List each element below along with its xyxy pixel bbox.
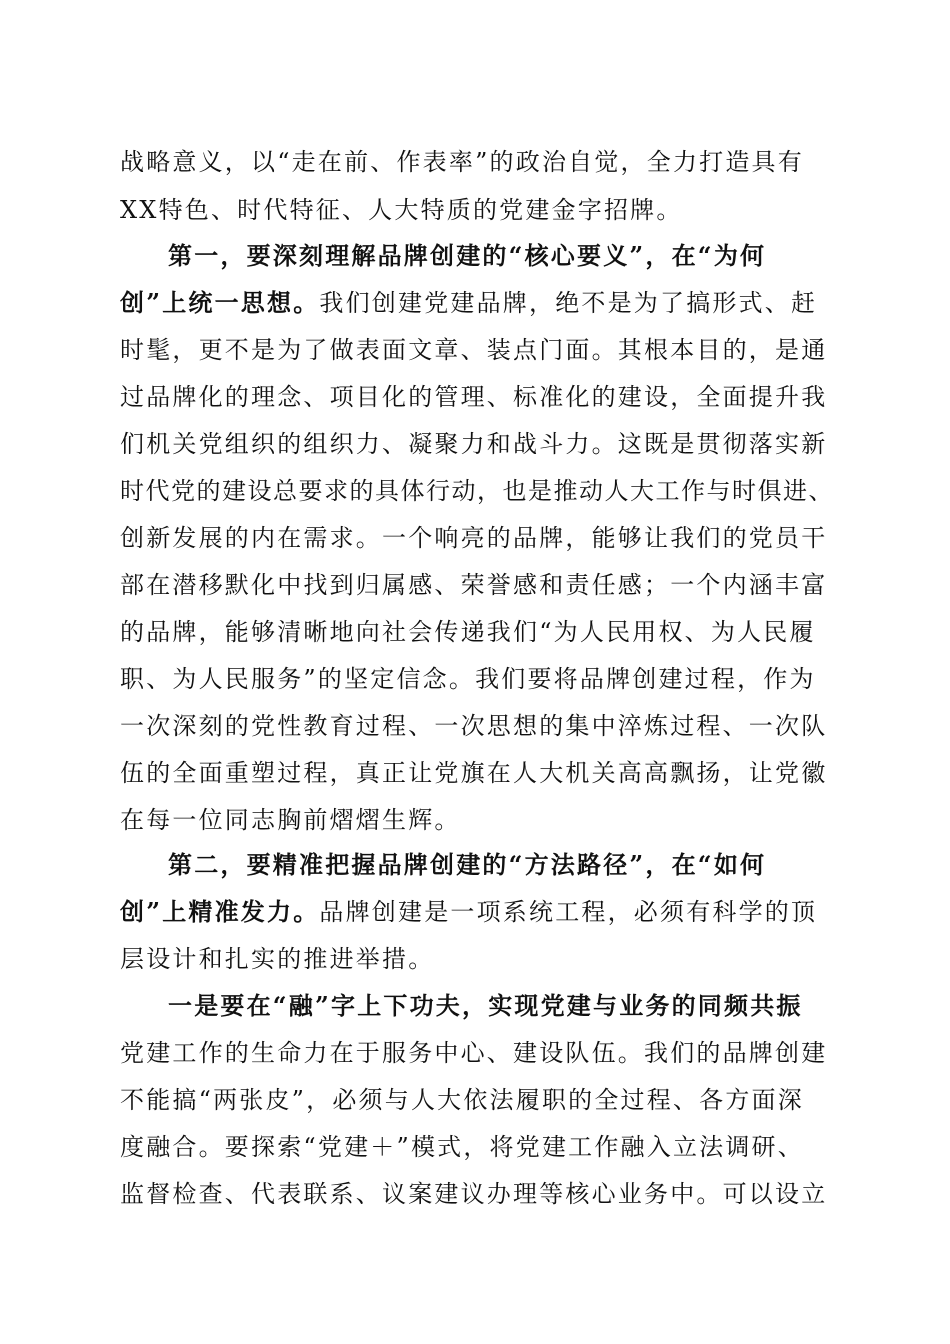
text-line [120,702,840,750]
line-text: 监督检查、代表联系、议案建议办理等核心业务中。可以设立 [120,1180,828,1208]
line-text: 的品牌，能够清晰地向社会传递我们“为人民用权、为人民履 [120,618,816,646]
line-text: 我们创建党建品牌，绝不是为了搞形式、赶 [319,289,818,317]
text-line [120,888,840,936]
text-line [120,608,840,656]
text-line [168,232,840,280]
text-line [120,1123,840,1171]
line-text: XX特色、时代特征、人大特质的党建金字招牌。 [120,196,683,224]
text-line [120,138,840,186]
line-text: 党建工作的生命力在于服务中心、建设队伍。我们的品牌创建 [120,1039,828,1067]
line-text: 过品牌化的理念、项目化的管理、标准化的建设，全面提升我 [120,383,828,411]
line-text: 在每一位同志胸前熠熠生辉。 [120,806,461,834]
text-line [120,796,840,844]
line-text: 战略意义，以“走在前、作表率”的政治自觉，全力打造具有 [120,148,804,176]
line-text: 层设计和扎实的推进举措。 [120,945,435,973]
heading-text: 一是要在“融”字上下功夫，实现党建与业务的同频共振 [168,991,803,1020]
line-text: 创新发展的内在需求。一个响亮的品牌，能够让我们的党员干 [120,524,828,552]
text-line [120,935,840,983]
line-text: 职、为人民服务”的坚定信念。我们要将品牌创建过程，作为 [120,665,816,693]
text-line [120,186,840,234]
text-line [168,841,840,889]
line-text: 一次深刻的党性教育过程、一次思想的集中淬炼过程、一次队 [120,712,828,740]
text-line [120,749,840,797]
text-line [168,982,840,1030]
line-text: 不能搞“两张皮”，必须与人大依法履职的全过程、各方面深 [120,1086,804,1114]
line-text: 时髦，更不是为了做表面文章、装点门面。其根本目的，是通 [120,336,828,364]
text-line [120,561,840,609]
heading-text: 第一，要深刻理解品牌创建的“核心要义”，在“为何 [168,241,767,270]
text-line [120,1076,840,1124]
line-text: 时代党的建设总要求的具体行动，也是推动人大工作与时俱进、 [120,477,834,505]
text-line [120,655,840,703]
heading-text: 第二，要精准把握品牌创建的“方法路径”，在“如何 [168,850,767,879]
line-text: 伍的全面重塑过程，真正让党旗在人大机关高高飘扬，让党徽 [120,759,828,787]
text-line [120,514,840,562]
line-text: 们机关党组织的组织力、凝聚力和战斗力。这既是贯彻落实新 [120,430,828,458]
text-line [120,1170,840,1218]
text-line [120,279,840,327]
text-line [120,467,850,515]
text-line [120,373,840,421]
heading-text: 创”上统一思想。 [120,288,320,317]
text-line [120,420,840,468]
line-text: 部在潜移默化中找到归属感、荣誉感和责任感；一个内涵丰富 [120,571,828,599]
line-text: 品牌创建是一项系统工程，必须有科学的顶 [319,898,818,926]
heading-text: 创”上精准发力。 [120,897,320,926]
line-text: 度融合。要探索“党建＋”模式，将党建工作融入立法调研、 [120,1133,804,1161]
text-line [120,326,840,374]
text-line [120,1029,840,1077]
